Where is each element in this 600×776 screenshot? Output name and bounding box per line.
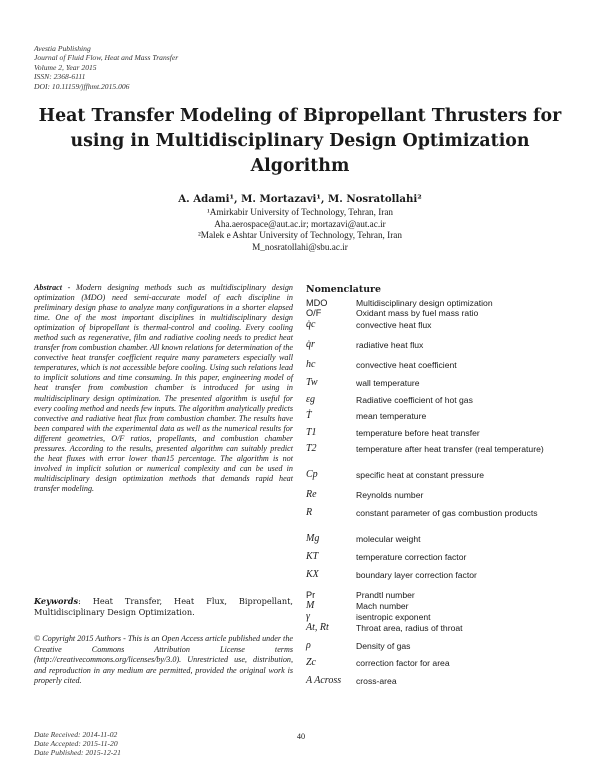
- nomenclature-symbol: R: [306, 507, 313, 518]
- nomenclature-item: [306, 378, 578, 395]
- nomenclature-item: [306, 508, 578, 534]
- nomenclature-item: [306, 444, 578, 470]
- nomenclature-description: Radiative coefficient of hot gas: [356, 395, 473, 405]
- nomenclature-symbol: q̇c: [306, 319, 316, 330]
- journal-name: Journal of Fluid Flow, Heat and Mass Transfer: [34, 53, 179, 63]
- nomenclature-item: [306, 676, 578, 696]
- nomenclature-symbol: MDO: [306, 298, 328, 308]
- nomenclature-item: [306, 470, 578, 490]
- nomenclature-description: Mach number: [356, 601, 409, 611]
- nomenclature-description: molecular weight: [356, 534, 421, 544]
- nomenclature-item: [306, 552, 578, 570]
- authors-block: [100, 193, 500, 253]
- emails-1: Aha.aerospace@aut.ac.ir; mortazavi@aut.ac.ir: [214, 218, 386, 229]
- nomenclature-item: [306, 570, 578, 590]
- nomenclature-symbol: hc: [306, 359, 316, 370]
- email-2: M_nosratollahi@sbu.ac.ir: [252, 241, 348, 252]
- page-number: 40: [296, 732, 306, 741]
- publication-dates: [34, 730, 234, 758]
- nomenclature-description: specific heat at constant pressure: [356, 470, 485, 480]
- affiliation-2: ²Malek e Ashtar University of Technology, Tehran, Iran: [198, 230, 402, 241]
- nomenclature-symbol: γ: [306, 611, 310, 622]
- keywords-text: : Heat Transfer, Heat Flux, Bipropellant, Multidisciplinary Design Optimization.: [34, 596, 293, 617]
- nomenclature-symbol: KT: [306, 551, 319, 562]
- nomenclature-symbol: Re: [306, 489, 317, 500]
- nomenclature-item: [306, 320, 578, 340]
- nomenclature-item: [306, 340, 578, 360]
- nomenclature-symbol: Mg: [306, 533, 320, 544]
- keywords: [34, 596, 293, 618]
- nomenclature-symbol: ρ: [306, 640, 311, 651]
- nomenclature-symbol: Tw: [306, 377, 318, 388]
- abstract-label: Abstract: [34, 283, 62, 292]
- journal-header: [34, 44, 294, 91]
- journal-issn: ISSN: 2368-6111: [34, 72, 86, 82]
- nomenclature-item: [306, 623, 578, 641]
- nomenclature-item: [306, 590, 578, 601]
- nomenclature-symbol: Cp: [306, 469, 318, 480]
- nomenclature-symbol: M: [306, 600, 315, 611]
- nomenclature-item: [306, 601, 578, 612]
- nomenclature-item: [306, 428, 578, 444]
- date-received: Date Received: 2014-11-02: [34, 730, 118, 739]
- nomenclature-description: temperature after heat transfer (real temperature): [356, 444, 544, 454]
- nomenclature-symbol: q̇r: [306, 339, 315, 350]
- nomenclature-description: Reynolds number: [356, 490, 424, 500]
- nomenclature-description: correction factor for area: [356, 658, 450, 668]
- journal-volume: Volume 2, Year 2015: [34, 62, 97, 72]
- nomenclature-description: wall temperature: [356, 378, 420, 388]
- nomenclature-description: mean temperature: [356, 411, 427, 421]
- nomenclature-description: convective heat coefficient: [356, 360, 457, 370]
- nomenclature-symbol: Zc: [306, 657, 316, 668]
- nomenclature-symbol: T2: [306, 443, 317, 454]
- nomenclature-symbol: O/F: [306, 308, 322, 318]
- nomenclature-description: convective heat flux: [356, 320, 432, 330]
- nomenclature-item: [306, 612, 578, 623]
- nomenclature-symbol: KX: [306, 569, 319, 580]
- abstract: [34, 283, 293, 494]
- nomenclature-item: [306, 395, 578, 411]
- nomenclature-title: Nomenclature: [306, 284, 381, 295]
- nomenclature-symbol: Ṫ: [306, 410, 312, 421]
- nomenclature-item: [306, 360, 578, 378]
- nomenclature-description: Oxidant mass by fuel mass ratio: [356, 308, 479, 318]
- date-published: Date Published: 2015-12-21: [34, 748, 121, 758]
- journal-doi: DOI: 10.11159/jffhmt.2015.006: [34, 81, 130, 91]
- nomenclature-item: [306, 308, 578, 320]
- nomenclature-symbol: εg: [306, 394, 315, 405]
- nomenclature-description: temperature correction factor: [356, 552, 467, 562]
- copyright-notice: © Copyright 2015 Authors - This is an Open Access article published under the Creative Commons Attribution License terms (http://creativecommons.org/licenses/by/3.0). Unrestricted use, distribution, and reproduction in any medium are permitted, provided the original work is properly cited.: [34, 634, 293, 686]
- nomenclature-list: [306, 298, 578, 696]
- date-accepted: Date Accepted: 2015-11-20: [34, 739, 118, 749]
- nomenclature-description: Density of gas: [356, 641, 411, 651]
- nomenclature-symbol: Pr: [306, 590, 316, 600]
- nomenclature-description: isentropic exponent: [356, 612, 431, 622]
- abstract-text: - Modern designing methods such as multidisciplinary design optimization (MDO) need semi-accurate model of each discipline in preliminary design phase to analyze many configurations in a shorter elapsed time. One of the most important disciplines in multidisciplinary design optimization of bipropellant is thermal-control and cooling. Every cooling method such as regenerative, film and radiative cooling needs to predict heat transfer from combustion chamber. All known relations for determination of the convective heat transfer coefficient require many parameters especially wall temperatures, which is not accessible before cooling. Using such relations lead to implicit solutions and time consuming. In this paper, engineering model of heat transfer from combustion chamber is introduced for using in multidisciplinary design optimization. The presented algorithm is useful for every cooling method and needs few inputs. The algorithm analytically predicts convective and radiative heat flux from combustion chamber. The results have been compared with the experimental data as well as the numerical results for different geometries, O/F ratios, propellants, and combustion chamber pressures. According to the results, presented algorithm can suitably predict the heat fluxes with error lower than15 percentage. The algorithm is not involved in implicit solution or numerical complexity and can be used in multidisciplinary design optimization methods that demands rapid heat transfer modeling.: [34, 283, 293, 493]
- nomenclature-item: [306, 641, 578, 658]
- nomenclature-symbol: At, Rt: [306, 622, 329, 633]
- nomenclature-item: [306, 658, 578, 676]
- nomenclature-description: temperature before heat transfer: [356, 428, 480, 438]
- nomenclature-description: Throat area, radius of throat: [356, 623, 463, 633]
- paper-title: Heat Transfer Modeling of Bipropellant Thrusters for using in Multidisciplinary Design Optimization Algorithm: [38, 106, 562, 176]
- nomenclature-description: constant parameter of gas combustion products: [356, 508, 538, 518]
- nomenclature-item: [306, 411, 578, 428]
- nomenclature-description: radiative heat flux: [356, 340, 424, 350]
- nomenclature-item: [306, 534, 578, 552]
- nomenclature-item: [306, 490, 578, 508]
- nomenclature-description: Multidisciplinary design optimization: [356, 298, 493, 308]
- nomenclature-symbol: A Across: [306, 675, 342, 686]
- nomenclature-description: Prandtl number: [356, 590, 415, 600]
- publisher: Avestia Publishing: [34, 44, 91, 53]
- nomenclature-description: boundary layer correction factor: [356, 570, 477, 580]
- author-names: A. Adami¹, M. Mortazavi¹, M. Nosratollahi²: [178, 193, 422, 205]
- nomenclature-description: cross-area: [356, 676, 397, 686]
- nomenclature-symbol: T1: [306, 427, 317, 438]
- keywords-label: Keywords: [34, 596, 79, 606]
- affiliation-1: ¹Amirkabir University of Technology, Tehran, Iran: [206, 207, 394, 217]
- nomenclature-item: [306, 298, 578, 308]
